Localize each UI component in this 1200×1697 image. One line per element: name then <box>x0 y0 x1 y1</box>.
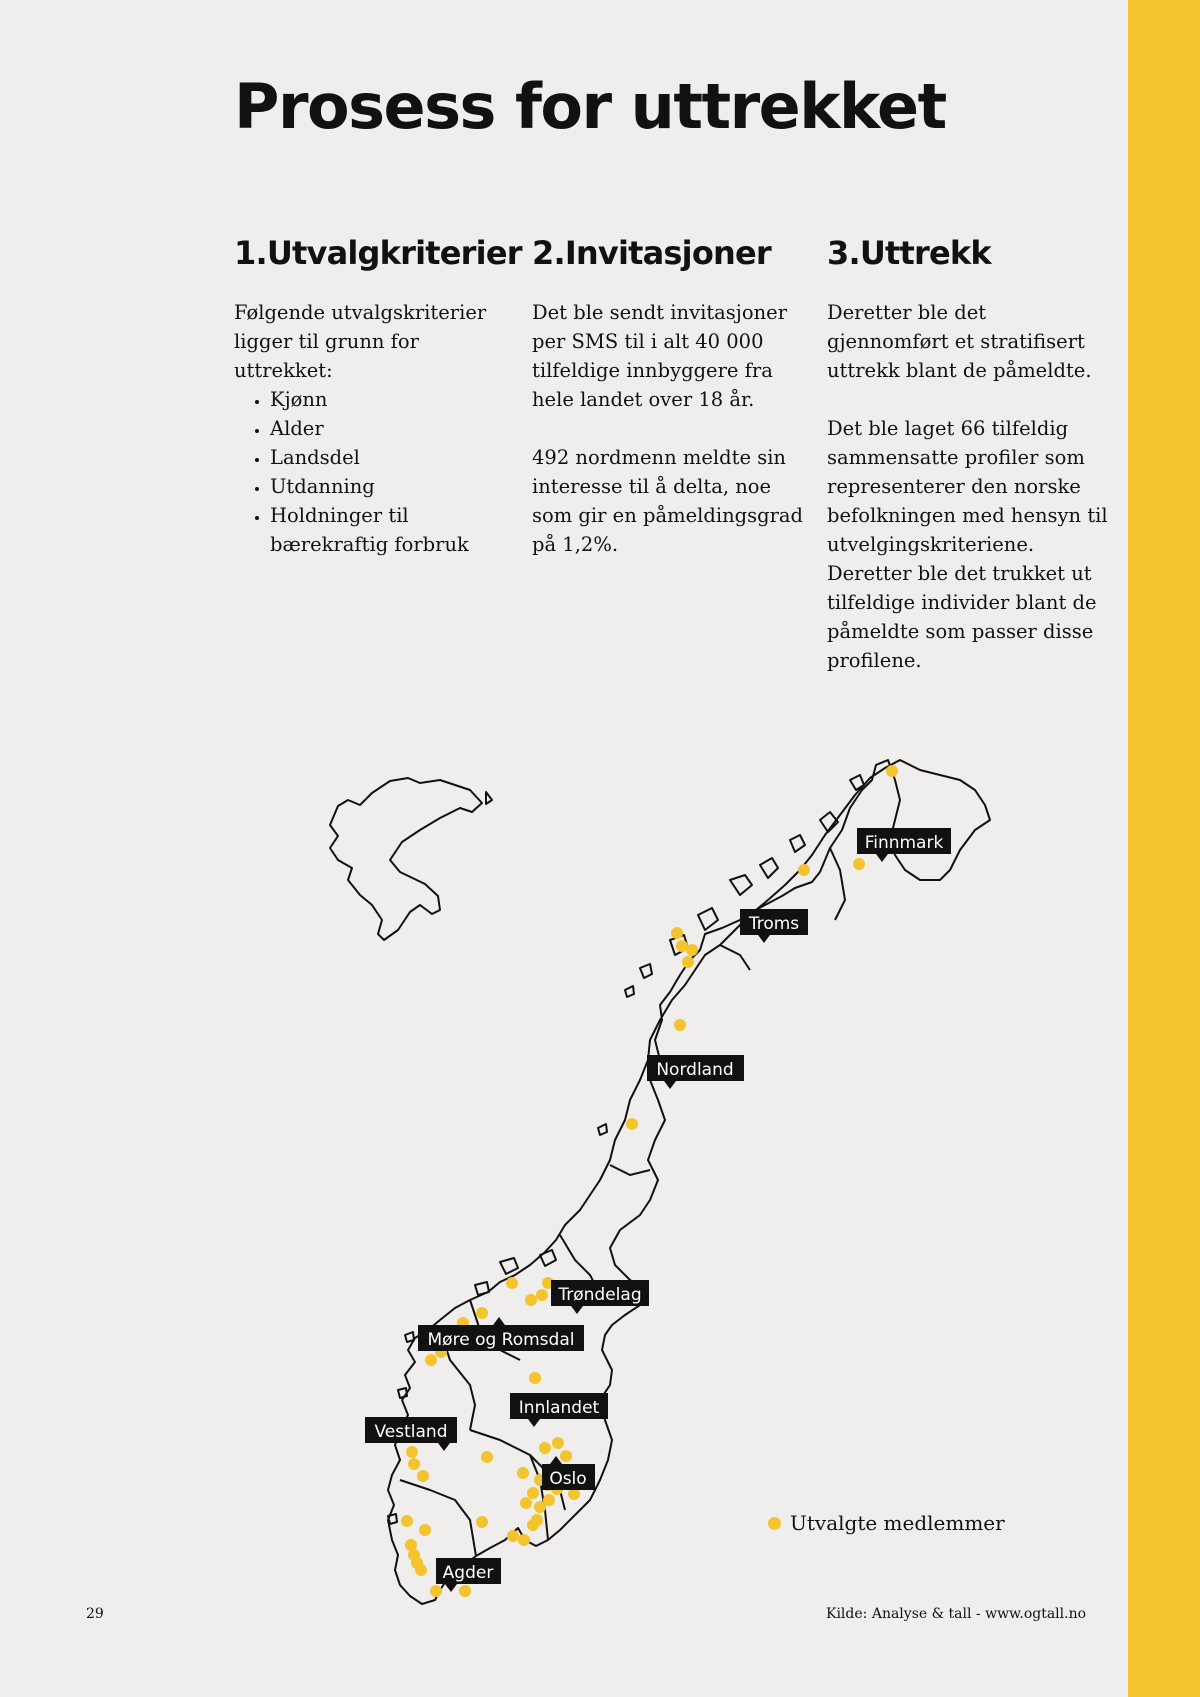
selection-column <box>827 232 1110 704</box>
coastal-island <box>760 858 778 878</box>
member-dot <box>674 1019 686 1031</box>
member-dot <box>481 1451 493 1463</box>
list-item: • Utdanning <box>270 472 509 501</box>
member-dot <box>686 944 698 956</box>
selection-paragraph: Deretter ble det gjennomført et stratifisert uttrekk blant de påmeldte. <box>827 301 1092 382</box>
criteria-column <box>234 232 522 559</box>
coastal-island <box>388 1514 397 1524</box>
member-dot <box>425 1354 437 1366</box>
list-item: • Landsdel <box>270 443 509 472</box>
member-markers <box>401 765 898 1597</box>
member-dot <box>415 1564 427 1576</box>
member-dot <box>401 1515 413 1527</box>
member-dot <box>408 1458 420 1470</box>
list-item: • Kjønn <box>270 385 509 414</box>
member-dot <box>886 765 898 777</box>
page-title: Prosess for uttrekket <box>234 70 946 143</box>
map-label-text: Trøndelag <box>558 1285 642 1305</box>
map-label-text: Oslo <box>549 1469 587 1489</box>
coastal-island <box>475 1282 489 1295</box>
map-label-finnmark <box>857 828 951 862</box>
member-dot <box>543 1494 555 1506</box>
coastal-island <box>598 1124 607 1135</box>
member-dot <box>539 1442 551 1454</box>
svalbard-island <box>486 792 492 804</box>
county-border <box>610 1165 650 1175</box>
map-label-innlandet <box>510 1393 608 1427</box>
map-label-text: Agder <box>442 1563 494 1583</box>
legend-label: Utvalgte medlemmer <box>790 1511 1005 1535</box>
map-label-troms <box>740 909 808 943</box>
member-dot <box>529 1372 541 1384</box>
map-legend <box>768 1511 1005 1535</box>
legend-marker-icon <box>768 1517 781 1530</box>
member-dot <box>525 1294 537 1306</box>
coastal-island <box>540 1250 556 1266</box>
county-border <box>830 848 845 920</box>
map-label-text: Vestland <box>374 1422 448 1442</box>
member-dot <box>506 1277 518 1289</box>
member-dot <box>459 1585 471 1597</box>
list-item: • Holdninger til bærekraftig forbruk <box>270 501 509 559</box>
member-dot <box>853 858 865 870</box>
coastal-island <box>730 875 752 895</box>
coastal-island <box>500 1258 518 1274</box>
member-dot <box>520 1497 532 1509</box>
svalbard-outline <box>330 778 482 940</box>
map-label-text: Nordland <box>656 1060 734 1080</box>
coastal-island <box>398 1388 407 1398</box>
member-dot <box>476 1516 488 1528</box>
map-label-nordland <box>647 1055 744 1089</box>
member-dot <box>518 1534 530 1546</box>
invitations-heading: 2.Invitasjoner <box>532 234 771 272</box>
norway-outline <box>388 760 990 1604</box>
map-label-vestland <box>365 1417 457 1451</box>
member-dot <box>560 1450 572 1462</box>
coastal-island <box>698 908 718 930</box>
member-dot <box>527 1487 539 1499</box>
criteria-list <box>234 385 509 559</box>
criteria-intro: Følgende utvalgskriterier ligger til grunn for uttrekket: <box>234 301 487 382</box>
member-dot <box>552 1437 564 1449</box>
member-dot <box>507 1530 519 1542</box>
invitations-paragraph: 492 nordmenn meldte sin interesse til å delta, noe som gir en påmeldingsgrad på 1,2%. <box>532 446 804 556</box>
member-dot <box>798 864 810 876</box>
member-dot <box>536 1289 548 1301</box>
coastal-island <box>790 835 805 852</box>
member-dot <box>430 1585 442 1597</box>
member-dot <box>417 1470 429 1482</box>
map-label-text: Møre og Romsdal <box>427 1330 575 1350</box>
map-label-more-og-romsdal <box>418 1317 584 1351</box>
coastal-island <box>405 1332 414 1342</box>
county-border <box>720 945 750 970</box>
invitations-paragraph: Det ble sendt invitasjoner per SMS til i alt 40 000 tilfeldige innbyggere fra hele landet over 18 år. <box>532 301 788 411</box>
member-dot <box>476 1307 488 1319</box>
member-dot <box>517 1467 529 1479</box>
map-label-text: Finnmark <box>864 833 944 853</box>
list-item: • Alder <box>270 414 509 443</box>
invitations-column <box>532 232 807 588</box>
member-dot <box>682 956 694 968</box>
member-dot <box>419 1524 431 1536</box>
member-dot <box>527 1519 539 1531</box>
selection-paragraph: Det ble laget 66 tilfeldig sammensatte profiler som representerer den norske befolkningen med hensyn til utvelgingskriteriene. Deretter ble det trukket ut tilfeldige individer blant de påmeldte som passer disse profilene. <box>827 417 1108 672</box>
member-dot <box>671 927 683 939</box>
map-label-text: Troms <box>748 914 800 934</box>
norway-map <box>300 740 1030 1620</box>
member-dot <box>406 1446 418 1458</box>
coastal-island <box>640 964 652 978</box>
member-dot <box>626 1118 638 1130</box>
page-number: 29 <box>86 1606 104 1622</box>
criteria-heading: 1.Utvalgkriterier <box>234 234 522 272</box>
source-note: Kilde: Analyse & tall - www.ogtall.no <box>826 1606 1087 1622</box>
accent-sidebar <box>1128 0 1200 1697</box>
map-label-text: Innlandet <box>518 1398 600 1418</box>
selection-heading: 3.Uttrekk <box>827 234 991 272</box>
coastal-island <box>625 986 634 997</box>
